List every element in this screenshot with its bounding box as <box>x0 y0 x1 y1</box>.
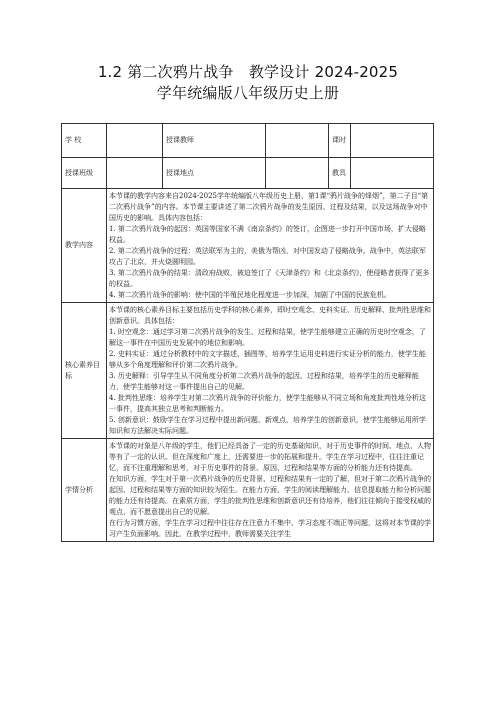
content-paragraph: 1. 第二次鸦片战争的起因：英国等国家不满《南京条约》的签订，企图进一步打开中国市场，扩大侵略权益。 <box>109 225 426 244</box>
place-label: 授课地点 <box>163 158 266 189</box>
literacy-text <box>107 303 434 439</box>
content-text <box>107 189 434 303</box>
teacher-value <box>266 124 329 158</box>
document-title <box>0 62 496 104</box>
title-line-2: 学年统编版八年级历史上册 <box>156 84 340 102</box>
literacy-paragraph: 1. 时空观念：通过学习第二次鸦片战争的发生、过程和结果，使学生能够建立正确的历史时空观念，了解这一事件在中国历史发展中的地位和影响。 <box>109 328 426 347</box>
title-line-1: 1.2 第二次鸦片战争 教学设计 2024-2025 <box>97 63 399 81</box>
content-paragraph: 3. 第二次鸦片战争的结果：清政府战败，被迫签订了《天津条约》和《北京条约》，使侵略者获得了更多的权益。 <box>109 269 430 288</box>
lesson-plan-table <box>61 123 434 542</box>
class-value <box>107 158 163 189</box>
tools-value <box>351 158 434 189</box>
content-label: 教学内容 <box>62 189 107 303</box>
literacy-row <box>62 303 434 439</box>
tools-label: 教具 <box>329 158 351 189</box>
analysis-paragraph: 在知识方面，学生对于第一次鸦片战争的历史背景、过程和结果有一定的了解，但对于第二次鸦片战争的起因、过程和结果等方面的知识较为陌生。在能力方面，学生的阅读理解能力、信息提取能力和分析问题的能力还有待提高。在素质方面，学生的批判性思维和创新意识还有待培养，他们往往倾向于接受权威的观点，而不愿意提出自己的见解。 <box>109 475 431 516</box>
teacher-label: 授课教师 <box>163 124 266 158</box>
info-row-1 <box>62 124 434 158</box>
content-row <box>62 189 434 303</box>
info-row-2 <box>62 158 434 189</box>
school-label: 学 校 <box>62 124 107 158</box>
literacy-label: 核心素养目标 <box>62 303 107 439</box>
content-paragraph: 本节课的教学内容来自2024-2025学年统编版八年级历史上册，第1课“鸦片战争的烽烟”，第二子目“第二次鸦片战争”的内容。本节课主要讲述了第二次鸦片战争的发生原因、过程及结果，以及这场战争对中国历史的影响。具体内容包括： <box>109 192 429 222</box>
analysis-paragraph: 本节课的对象是八年级的学生，他们已经具备了一定的历史基础知识，对于历史事件的时间、地点、人物等有了一定的认识。但在深度和广度上，还需要进一步的拓展和提升。学生在学习过程中，往往注重记忆，而不注重理解和思考，对于历史事件的背景、原因、过程和结果等方面的分析能力还有待提高。 <box>109 442 431 472</box>
time-label: 课时 <box>329 124 351 158</box>
time-value <box>351 124 434 158</box>
analysis-paragraph: 在行为习惯方面，学生在学习过程中往往存在注意力不集中、学习态度不端正等问题，这将对本节课的学习产生负面影响。因此，在教学过程中，教师需要关注学生 <box>109 519 431 538</box>
literacy-paragraph: 3. 历史解释：引导学生从不同角度分析第二次鸦片战争的起因、过程和结果，培养学生的历史解释能力，使学生能够对这一事件提出自己的见解。 <box>109 372 419 391</box>
class-label: 授课班级 <box>62 158 107 189</box>
literacy-paragraph: 4. 批判性思维：培养学生对第二次鸦片战争的评价能力，使学生能够从不同立场和角度批判性地分析这一事件，提高其独立思考和判断能力。 <box>109 394 426 413</box>
school-value <box>107 124 163 158</box>
analysis-row <box>62 439 434 542</box>
content-paragraph: 2. 第二次鸦片战争的过程：英法联军为主的，美俄为帮凶，对中国发动了侵略战争。战争中，英法联军攻占了北京，并火烧圆明园。 <box>109 247 426 266</box>
literacy-paragraph: 2. 史料实证：通过分析教材中的文字描述、插图等，培养学生运用史料进行实证分析的能力，使学生能够从多个角度理解和评价第二次鸦片战争。 <box>109 350 426 369</box>
literacy-paragraph: 本节课的核心素养目标主要包括历史学科的核心素养，即时空观念、史料实证、历史解释、批判性思维和创新意识。具体包括： <box>109 306 431 325</box>
literacy-paragraph: 5. 创新意识：鼓励学生在学习过程中提出新问题、新观点，培养学生的创新意识，使学生能够运用所学知识和方法解决实际问题。 <box>109 416 426 435</box>
content-paragraph: 4. 第二次鸦片战争的影响：使中国的半殖民地化程度进一步加深，加剧了中国的民族危机。 <box>109 291 391 299</box>
analysis-label: 学情分析 <box>62 439 107 542</box>
place-value <box>266 158 329 189</box>
analysis-text <box>107 439 434 542</box>
